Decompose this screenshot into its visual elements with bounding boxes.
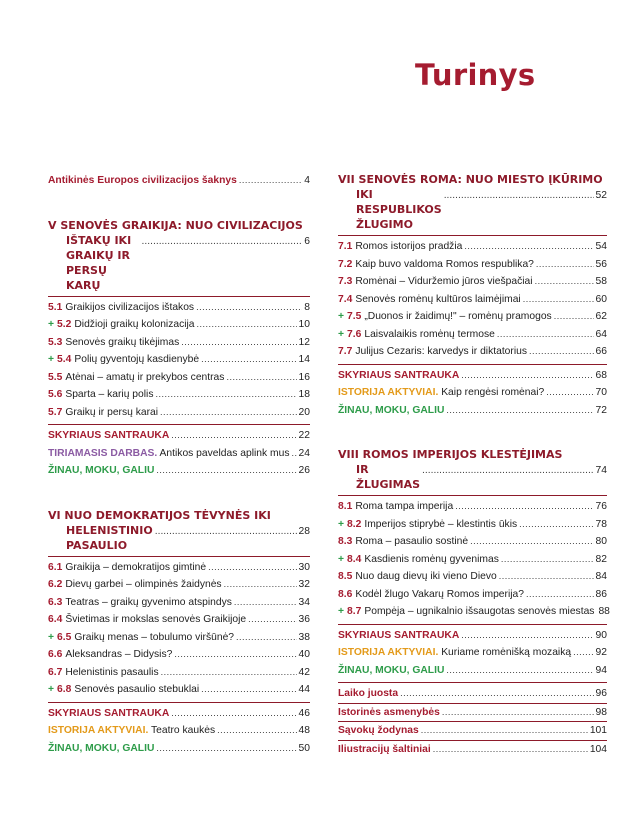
- toc-page-number: 58: [595, 276, 607, 287]
- toc-entry[interactable]: [48, 404, 310, 422]
- toc-entry[interactable]: [338, 238, 607, 256]
- toc-entry-know[interactable]: [48, 462, 310, 480]
- toc-page-number: 18: [298, 389, 310, 400]
- toc-entry[interactable]: [48, 386, 310, 404]
- section-number: 6.7: [48, 666, 63, 678]
- section-number: 5.6: [48, 389, 63, 400]
- know-label: ŽINAU, MOKU, GALIU: [338, 404, 445, 416]
- toc-entry[interactable]: [48, 629, 310, 647]
- toc-page-number: 34: [298, 596, 310, 608]
- toc-entry-label: Imperijos stiprybė – klestintis ūkis: [364, 518, 518, 530]
- toc-entry[interactable]: [338, 291, 607, 309]
- leader-dots: [499, 568, 594, 586]
- chapter-divider: [338, 495, 607, 496]
- plus-marker-icon: +: [338, 553, 345, 565]
- toc-page-number: 96: [595, 688, 607, 699]
- appendix-entry[interactable]: [338, 741, 607, 759]
- chapter-divider: [338, 235, 607, 236]
- toc-entry-label: Graikijos civilizacijos ištakos: [65, 301, 195, 313]
- chapter-heading-8[interactable]: [338, 447, 607, 492]
- know-label: ŽINAU, MOKU, GALIU: [48, 465, 155, 476]
- chapter-8-items: [338, 498, 610, 621]
- toc-page-number: 44: [298, 684, 310, 695]
- toc-entry-label: Senovės graikų tikėjimas: [65, 336, 180, 348]
- toc-page-number: 32: [298, 579, 310, 590]
- toc-page-number: 54: [595, 241, 607, 252]
- toc-page-number: 62: [595, 311, 607, 322]
- chapter-7-items: [338, 238, 607, 361]
- leader-dots: [573, 644, 593, 662]
- toc-entry-intro[interactable]: [48, 172, 310, 190]
- toc-entry-label: Dievų garbei – olimpinės žaidynės: [65, 579, 222, 590]
- chapter-divider: [48, 556, 310, 557]
- section-number: 5.2: [57, 319, 72, 330]
- toc-entry-know[interactable]: [338, 662, 607, 680]
- toc-entry-label: Julijus Cezaris: karvedys ir diktatorius: [355, 346, 527, 357]
- section-divider: [48, 424, 310, 425]
- section-divider: [338, 624, 607, 625]
- toc-entry[interactable]: [338, 533, 607, 551]
- toc-entry-summary[interactable]: [338, 627, 607, 645]
- know-label: ŽINAU, MOKU, GALIU: [338, 664, 445, 676]
- toc-page-number: 88: [598, 606, 610, 617]
- toc-right-column: [338, 172, 610, 758]
- toc-entry-label: Graikų menas – tobulumo viršūnė?: [74, 631, 235, 643]
- section-number: 7.1: [338, 241, 353, 252]
- leader-dots: [446, 662, 593, 680]
- section-number: 5.7: [48, 406, 63, 418]
- toc-page-number: 36: [298, 614, 310, 625]
- summary-label: SKYRIAUS SANTRAUKA: [338, 369, 460, 381]
- toc-page-number: 22: [298, 430, 310, 441]
- leader-dots: [155, 386, 296, 404]
- toc-page-number: 30: [298, 561, 310, 573]
- summary-label: SKYRIAUS SANTRAUKA: [48, 430, 170, 441]
- toc-entry[interactable]: [338, 603, 610, 621]
- toc-entry[interactable]: [48, 334, 310, 352]
- section-number: 5.3: [48, 336, 63, 348]
- toc-entry[interactable]: [48, 681, 310, 699]
- toc-page-number: 70: [595, 387, 607, 398]
- toc-page-number: 84: [595, 571, 607, 582]
- leader-dots: [201, 681, 296, 699]
- leader-dots: [160, 404, 297, 422]
- toc-page-number: 42: [298, 666, 310, 678]
- toc-page-number: 60: [595, 293, 607, 305]
- toc-page-number: 92: [595, 647, 607, 658]
- toc-page-number: 72: [595, 404, 607, 416]
- appendix-entry[interactable]: [338, 704, 607, 722]
- toc-entry-label: Kaip buvo valdoma Romos respublika?: [355, 258, 534, 270]
- toc-page-number: 20: [298, 406, 310, 418]
- leader-dots: [446, 402, 593, 420]
- toc-page-number: 4: [304, 175, 310, 186]
- plus-marker-icon: +: [48, 631, 55, 643]
- toc-entry-know[interactable]: [338, 402, 607, 420]
- toc-entry[interactable]: [48, 594, 310, 612]
- leader-dots: [497, 326, 594, 344]
- leader-dots: [142, 235, 303, 250]
- toc-entry-label: Laisvalaikis romėnų termose: [364, 328, 495, 340]
- leader-dots: [171, 427, 296, 445]
- toc-entry[interactable]: [338, 343, 607, 361]
- section-number: 6.2: [48, 579, 63, 590]
- appendix-label: Istorinės asmenybės: [338, 706, 440, 718]
- toc-entry-label: Kodėl žlugo Vakarų Romos imperija?: [355, 588, 524, 600]
- toc-entry[interactable]: [48, 299, 310, 317]
- section-divider: [338, 682, 607, 683]
- chapter-heading-6[interactable]: [48, 508, 310, 553]
- leader-dots: [433, 741, 588, 759]
- leader-dots: [156, 740, 296, 758]
- section-number: 5.4: [57, 354, 72, 365]
- toc-entry-label: Teatras – graikų gyvenimo atspindys: [65, 596, 232, 608]
- toc-entry[interactable]: [338, 586, 607, 604]
- toc-entry-know[interactable]: [48, 740, 310, 758]
- leader-dots: [546, 384, 593, 402]
- toc-page-number: 6: [304, 235, 310, 247]
- toc-entry-label: Senovės pasaulio stebuklai: [74, 684, 200, 695]
- section-number: 7.3: [338, 276, 353, 287]
- page-title: Turinys: [415, 58, 536, 92]
- toc-entry-label: Nuo daug dievų iki vieno Dievo: [355, 571, 497, 582]
- toc-entry-summary[interactable]: [338, 367, 607, 385]
- chapter-title-line1: V SENOVĖS GRAIKIJA: NUO CIVILIZACIJOS: [48, 218, 303, 232]
- toc-page-number: 46: [298, 707, 310, 719]
- toc-entry-label: Didžioji graikų kolonizacija: [74, 319, 195, 330]
- section-number: 6.8: [57, 684, 72, 695]
- toc-page-number: 8: [304, 301, 310, 313]
- toc-entry[interactable]: [48, 664, 310, 682]
- toc-page-number: 40: [298, 649, 310, 660]
- plus-marker-icon: +: [338, 518, 345, 530]
- leader-dots: [455, 498, 593, 516]
- leader-dots: [535, 273, 594, 291]
- section-number: 5.5: [48, 371, 63, 383]
- toc-entry[interactable]: [48, 559, 310, 577]
- toc-left-column: [48, 172, 310, 757]
- leader-dots: [464, 238, 593, 256]
- leader-dots: [470, 533, 593, 551]
- toc-entry-label: Sparta – karių polis: [65, 389, 154, 400]
- chapter-divider: [48, 296, 310, 297]
- toc-page-number: 24: [298, 447, 310, 459]
- chapter-heading-5[interactable]: [48, 218, 310, 293]
- toc-entry-label: Polių gyventojų kasdienybė: [74, 354, 200, 365]
- toc-entry[interactable]: [48, 576, 310, 594]
- active-keyword: ISTORIJA AKTYVIAI.: [48, 725, 149, 736]
- toc-entry[interactable]: [338, 273, 607, 291]
- toc-page-number: 98: [595, 706, 607, 718]
- toc-entry[interactable]: [48, 316, 310, 334]
- chapter-title-line1: VII SENOVĖS ROMA: NUO MIESTO ĮKŪRIMO: [338, 173, 603, 186]
- toc-page-number: 38: [298, 631, 310, 643]
- leader-dots: [523, 291, 594, 309]
- leader-dots: [400, 685, 593, 703]
- toc-entry[interactable]: [338, 516, 607, 534]
- toc-page-number: 76: [595, 501, 607, 512]
- toc-page-number: 94: [595, 664, 607, 676]
- toc-entry-active[interactable]: [48, 722, 310, 740]
- plus-marker-icon: +: [48, 354, 55, 365]
- chapter-title-line2: IŠTAKŲ IKI GRAIKŲ IR PERSŲ KARŲ: [66, 233, 132, 292]
- toc-entry[interactable]: [338, 308, 607, 326]
- summary-label: SKYRIAUS SANTRAUKA: [338, 629, 460, 641]
- toc-entry-label: Helenistinis pasaulis: [65, 666, 159, 678]
- section-divider: [338, 364, 607, 365]
- appendix-list: [338, 685, 607, 758]
- leader-dots: [201, 351, 296, 369]
- section-number: 8.1: [338, 501, 353, 512]
- section-number: 7.4: [338, 293, 353, 305]
- leader-dots: [291, 445, 296, 463]
- section-number: 7.6: [347, 328, 362, 340]
- active-label: Kuriame romėnišką mozaiką: [438, 647, 572, 658]
- research-keyword: TIRIAMASIS DARBAS.: [48, 447, 158, 459]
- toc-page-number: 104: [589, 743, 607, 755]
- plus-marker-icon: +: [338, 311, 345, 322]
- toc-entry-label: Graikų ir persų karai: [65, 406, 159, 418]
- leader-dots: [422, 464, 594, 479]
- leader-dots: [196, 299, 302, 317]
- section-divider: [48, 702, 310, 703]
- chapter-title-line1: VIII ROMOS IMPERIJOS KLESTĖJIMAS: [338, 448, 563, 461]
- plus-marker-icon: +: [48, 684, 55, 695]
- toc-entry[interactable]: [338, 256, 607, 274]
- toc-page-number: 52: [595, 190, 607, 201]
- toc-page-number: 66: [595, 346, 607, 357]
- toc-entry-active[interactable]: [338, 384, 607, 402]
- leader-dots: [161, 664, 297, 682]
- toc-page-number: 14: [298, 354, 310, 365]
- active-label: Teatro kaukės: [148, 725, 216, 736]
- plus-marker-icon: +: [338, 606, 345, 617]
- toc-entry-label: Aleksandras – Didysis?: [65, 649, 173, 660]
- leader-dots: [444, 189, 594, 204]
- toc-page-number: 78: [595, 518, 607, 530]
- toc-entry-label: Pompėja – ugnikalnio išsaugotas senovės miestas: [364, 606, 595, 617]
- toc-entry[interactable]: [338, 551, 607, 569]
- section-number: 8.6: [338, 588, 353, 600]
- appendix-entry[interactable]: [338, 685, 607, 703]
- appendix-entry[interactable]: [338, 722, 607, 740]
- section-number: 8.7: [347, 606, 362, 617]
- toc-entry-label: Senovės romėnų kultūros laimėjimai: [355, 293, 521, 305]
- leader-dots: [501, 551, 594, 569]
- chapter-heading-7[interactable]: [338, 172, 607, 232]
- toc-entry-label: Kasdienis romėnų gyvenimas: [364, 553, 499, 565]
- research-label: Antikos paveldas aplink mus: [157, 447, 290, 459]
- leader-dots: [224, 576, 297, 594]
- toc-entry[interactable]: [48, 611, 310, 629]
- leader-dots: [234, 594, 297, 612]
- leader-dots: [155, 525, 297, 540]
- leader-dots: [536, 256, 594, 274]
- chapter-5-items: [48, 299, 310, 422]
- leader-dots: [181, 334, 296, 352]
- chapter-title-line2: IKI RESPUBLIKOS ŽLUGIMO: [356, 188, 442, 231]
- leader-dots: [529, 343, 594, 361]
- toc-entry-label: Romos istorijos pradžia: [355, 241, 463, 252]
- leader-dots: [461, 367, 593, 385]
- active-keyword: ISTORIJA AKTYVIAI.: [338, 647, 439, 658]
- toc-page-number: 64: [595, 328, 607, 340]
- plus-marker-icon: +: [338, 328, 345, 340]
- plus-marker-icon: +: [48, 319, 55, 330]
- section-number: 7.2: [338, 258, 353, 270]
- toc-entry[interactable]: [48, 646, 310, 664]
- leader-dots: [421, 722, 588, 740]
- know-label: ŽINAU, MOKU, GALIU: [48, 742, 155, 754]
- toc-entry-label: Roma tampa imperija: [355, 501, 454, 512]
- chapter-6-items: [48, 559, 310, 699]
- leader-dots: [461, 627, 593, 645]
- toc-entry-active[interactable]: [338, 644, 607, 662]
- appendix-label: Sąvokų žodynas: [338, 725, 419, 736]
- leader-dots: [226, 369, 296, 387]
- toc-entry-label: Antikinės Europos civilizacijos šaknys: [48, 175, 237, 186]
- leader-dots: [236, 629, 297, 647]
- appendix-label: Iliustracijų šaltiniai: [338, 743, 431, 755]
- toc-entry-summary[interactable]: [48, 705, 310, 723]
- chapter-title-line2: HELENISTINIO PASAULIO: [66, 523, 153, 552]
- toc-page-number: 26: [298, 465, 310, 476]
- section-number: 6.3: [48, 596, 63, 608]
- toc-page-number: 82: [595, 553, 607, 565]
- toc-entry[interactable]: [338, 326, 607, 344]
- summary-label: SKYRIAUS SANTRAUKA: [48, 707, 170, 719]
- section-number: 8.4: [347, 553, 362, 565]
- toc-page-number: 56: [595, 258, 607, 270]
- toc-entry-label: „Duonos ir žaidimų!" – romėnų pramogos: [364, 311, 552, 322]
- toc-page-number: 74: [595, 465, 607, 476]
- leader-dots: [442, 704, 594, 722]
- toc-entry[interactable]: [48, 369, 310, 387]
- section-number: 6.4: [48, 614, 63, 625]
- toc-entry-label: Romėnai – Viduržemio jūros viešpačiai: [355, 276, 533, 287]
- toc-page-number: 80: [595, 536, 607, 547]
- toc-entry-research[interactable]: [48, 445, 310, 463]
- toc-page-number: 48: [298, 725, 310, 736]
- toc-page-number: 50: [298, 742, 310, 754]
- leader-dots: [156, 462, 296, 480]
- section-number: 6.5: [57, 631, 72, 643]
- toc-page-number: 68: [595, 369, 607, 381]
- section-number: 8.5: [338, 571, 353, 582]
- toc-page-number: 12: [298, 336, 310, 348]
- toc-page-number: 16: [298, 371, 310, 383]
- active-keyword: ISTORIJA AKTYVIAI.: [338, 387, 439, 398]
- section-number: 6.6: [48, 649, 63, 660]
- section-number: 8.2: [347, 518, 362, 530]
- leader-dots: [174, 646, 296, 664]
- section-number: 5.1: [48, 301, 63, 313]
- leader-dots: [526, 586, 594, 604]
- leader-dots: [217, 722, 296, 740]
- toc-entry-label: Roma – pasaulio sostinė: [355, 536, 469, 547]
- toc-page-number: 10: [298, 319, 310, 330]
- leader-dots: [248, 611, 296, 629]
- toc-entry-summary[interactable]: [48, 427, 310, 445]
- active-label: Kaip rengėsi romėnai?: [438, 387, 545, 398]
- toc-entry-label: Atėnai – amatų ir prekybos centras: [65, 371, 225, 383]
- section-number: 8.3: [338, 536, 353, 547]
- toc-page-number: 86: [595, 588, 607, 600]
- section-number: 7.7: [338, 346, 353, 357]
- section-number: 7.5: [347, 311, 362, 322]
- leader-dots: [208, 559, 296, 577]
- chapter-title-line2: IR ŽLUGIMAS: [356, 463, 421, 491]
- leader-dots: [171, 705, 296, 723]
- toc-entry[interactable]: [338, 568, 607, 586]
- toc-page-number: 90: [595, 629, 607, 641]
- leader-dots: [519, 516, 593, 534]
- toc-entry[interactable]: [338, 498, 607, 516]
- chapter-title-line1: VI NUO DEMOKRATIJOS TĖVYNĖS IKI: [48, 508, 271, 522]
- section-number: 6.1: [48, 561, 63, 573]
- appendix-label: Laiko juosta: [338, 688, 399, 699]
- leader-dots: [554, 308, 594, 326]
- toc-page-number: 28: [298, 525, 310, 537]
- toc-entry-label: Graikija – demokratijos gimtinė: [65, 561, 207, 573]
- toc-entry-label: Švietimas ir mokslas senovės Graikijoje: [65, 614, 247, 625]
- leader-dots: [239, 172, 302, 190]
- toc-entry[interactable]: [48, 351, 310, 369]
- leader-dots: [197, 316, 297, 334]
- toc-page-number: 101: [589, 725, 607, 736]
